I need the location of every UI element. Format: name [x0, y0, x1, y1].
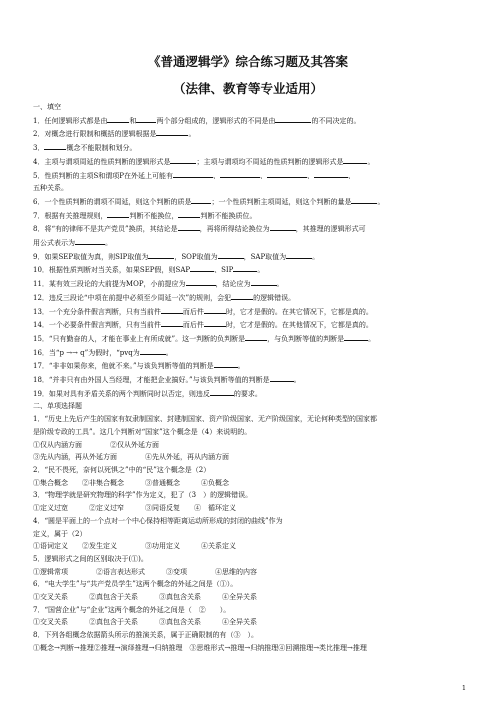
- line-text: 。: [188, 130, 196, 139]
- text-line: [33, 332, 469, 346]
- line-text: 的不同决定的。: [311, 116, 361, 125]
- line-text: 2．对概念进行限制和概括的逻辑根据是: [33, 130, 157, 139]
- text-line: [33, 578, 469, 591]
- answer-blank: [231, 291, 253, 300]
- text-line: [33, 528, 469, 541]
- answer-blank: [214, 359, 238, 368]
- line-text: 的逻辑错误。: [253, 293, 296, 302]
- text-line: [33, 101, 469, 114]
- line-text: 。: [165, 348, 173, 357]
- line-text: 8．下列各组概念依据箭头所示的推演关系，属于正确限制的有（③ ）。: [33, 631, 258, 640]
- text-line: [33, 236, 469, 250]
- line-text: 5．性质判断的主项S和谓项P在外延上可能有: [33, 171, 173, 180]
- line-text: 10．根据性质判断对当关系，如果SEP假，则SAP: [33, 266, 191, 275]
- document-title: 《普通逻辑学》综合练习题及其答案: [147, 54, 348, 69]
- answer-blank: [191, 195, 211, 204]
- line-text: ，SAP取值为: [243, 252, 287, 261]
- answer-blank: [161, 318, 183, 327]
- line-text: 而后件: [182, 307, 204, 316]
- text-line: [33, 426, 469, 439]
- text-line: [33, 616, 469, 629]
- answer-blank: [286, 250, 312, 259]
- line-text: 时，它才是假的。在其它情况下，它都是真的。: [225, 307, 373, 316]
- text-line: [33, 591, 469, 604]
- answer-blank: [251, 277, 277, 286]
- line-text: 15．“只有勤奋的人，才能在事业上有所成就”。这一判断的负判断是: [33, 334, 246, 343]
- line-text: 9．如果SEP取值为真，则SIP取值为: [33, 252, 149, 261]
- text-line: [33, 489, 469, 502]
- line-text: ①概念→判断→推理②推理→演绎推理→归纳推理 ③思维形式→推理→归纳推理④回溯推理→类比推理→推理: [33, 643, 367, 652]
- line-text: 1．任何逻辑形式都是由: [33, 116, 108, 125]
- line-text: 。: [105, 239, 112, 248]
- document-subtitle: （法律、教育等专业适用）: [172, 81, 323, 96]
- line-text: 3．“物理学就是研究物理的科学”作为定义，犯了（3 ）的逻辑错误。: [33, 491, 253, 500]
- line-text: ，结论应为: [215, 280, 251, 289]
- answer-blank: [314, 169, 348, 178]
- line-text: 、: [347, 171, 355, 180]
- line-text: 4．“圆是平面上的一个点对一个中心保持相等距离运动所形成的封闭的曲线”作为: [33, 516, 283, 525]
- line-text: 6．“电大学生”与“共产党员学生”这两个概念的外延之间是（①）。: [33, 580, 238, 589]
- text-line: [33, 553, 469, 566]
- exercise-content: [33, 101, 469, 655]
- text-line: [33, 169, 469, 183]
- line-text: 7．根据有关推理规则，: [33, 211, 108, 220]
- answer-blank: [275, 114, 311, 123]
- line-text: 17．“非非如果你来，他就不来。”与该负判断等值的判断是: [33, 362, 214, 371]
- text-line: [33, 263, 469, 277]
- text-line: [33, 540, 469, 553]
- text-line: [33, 400, 469, 413]
- line-text: ①交叉关系 ②真包含于关系 ③真包含关系 ④全异关系: [33, 593, 257, 602]
- answer-blank: [190, 263, 214, 272]
- page-number: 1: [461, 684, 466, 692]
- line-text: 6．一个性质判断的谓项不周延，则这个判断的质是: [33, 197, 192, 206]
- answer-blank: [218, 250, 244, 259]
- answer-blank: [210, 387, 234, 396]
- line-text: 二、单项选择题: [33, 402, 82, 411]
- line-text: 14．一个必要条件假言判断，只有当前件: [33, 321, 161, 330]
- line-text: 五种关系。: [33, 184, 68, 193]
- line-text: 。: [257, 266, 265, 275]
- line-text: 和: [129, 116, 137, 125]
- line-text: 定义，属于（2）: [33, 529, 87, 538]
- text-line: [33, 387, 469, 401]
- text-line: [33, 451, 469, 464]
- text-line: [33, 359, 469, 373]
- text-line: [33, 477, 469, 490]
- answer-blank: [220, 169, 260, 178]
- text-line: [33, 114, 469, 128]
- text-line: [33, 291, 469, 305]
- line-text: 3．: [33, 144, 45, 153]
- answer-blank: [161, 305, 183, 314]
- line-text: 两个部分组成的，逻辑形式的不同是由: [156, 116, 276, 125]
- line-text: 19．如果对具有矛盾关系的两个判断同时以否定，则违反: [33, 389, 210, 398]
- line-text: ①集合概念 ②非集合概念 ③普通概念 ④负概念: [33, 478, 229, 487]
- text-line: [33, 305, 469, 319]
- answer-blank: [173, 169, 213, 178]
- line-text: ，SOP取值为: [174, 252, 218, 261]
- answer-blank: [245, 332, 267, 341]
- line-text: 5．逻辑形式之间的区别取决于(①)。: [33, 554, 148, 563]
- line-text: 用公式表示为: [33, 239, 75, 248]
- line-text: 12．违反三段论“中项在前提中必须至少周延一次”的规则，会犯: [33, 293, 232, 302]
- text-line: [33, 629, 469, 642]
- text-line: [33, 318, 469, 332]
- line-text: 13．一个充分条件假言判断，只有当前件: [33, 307, 161, 316]
- line-text: 而后件: [182, 321, 204, 330]
- answer-blank: [344, 332, 368, 341]
- answer-blank: [267, 169, 307, 178]
- text-line: [33, 464, 469, 477]
- line-text: ①仅从内涵方面 ②仅从外延方面: [33, 440, 159, 449]
- line-text: 。: [377, 197, 385, 206]
- line-text: 时，它才是假的。在其他情况下，它都是真的。: [225, 321, 373, 330]
- line-text: 4．主项与谓项周延的性质判断的逻辑形式是: [33, 157, 171, 166]
- line-text: 一、填空: [33, 103, 61, 111]
- line-text: 1．“历史上先后产生的国家有奴隶制国家、封建制国家、资产阶级国家、无产阶级国家，无论何种类型的国家都: [33, 415, 378, 424]
- line-text: 2．“民不畏死，奈何以死惧之”中的“民”这个概念是（2）: [33, 465, 211, 474]
- line-text: ①逻辑常项 ②语言表达形式 ③变项 ④思维的内容: [33, 567, 257, 576]
- line-text: ；一个性质判断主项周延，则这个判断的量是: [211, 197, 352, 206]
- answer-blank: [140, 346, 166, 355]
- answer-blank: [343, 155, 367, 164]
- text-line: [33, 222, 469, 236]
- answer-blank: [351, 195, 377, 204]
- answer-blank: [178, 222, 200, 231]
- text-line: [33, 346, 469, 360]
- line-text: 的要求。: [233, 389, 262, 398]
- text-line: [33, 277, 469, 291]
- answer-blank: [107, 209, 129, 218]
- line-text: ，与负判断等值的判断是: [267, 334, 345, 343]
- line-text: 8．将“有的律师不是共产党员”换质，其结论是: [33, 225, 178, 234]
- line-text: ①语词定义 ②发生定义 ③功用定义 ④关系定义: [33, 542, 236, 551]
- answer-blank: [136, 114, 156, 123]
- line-text: 是阶级专政的工具”。这几个判断对“国家”这个概念是（4）来说明的。: [33, 427, 252, 436]
- text-line: [33, 439, 469, 452]
- answer-blank: [156, 127, 188, 136]
- answer-blank: [204, 318, 226, 327]
- text-line: [33, 250, 469, 264]
- line-text: ①交叉关系 ②真包含于关系 ③真包含关系 ④全异关系: [33, 618, 257, 627]
- answer-blank: [170, 155, 196, 164]
- answer-blank: [186, 277, 216, 286]
- text-line: [33, 209, 469, 223]
- text-line: [33, 373, 469, 387]
- answer-blank: [75, 236, 105, 245]
- text-line: [33, 502, 469, 515]
- answer-blank: [107, 114, 129, 123]
- line-text: 、: [259, 171, 267, 180]
- text-line: [33, 604, 469, 617]
- text-line: [33, 515, 469, 528]
- text-line: [33, 413, 469, 426]
- text-line: [33, 642, 469, 655]
- answer-blank: [44, 141, 66, 150]
- line-text: 。: [368, 334, 376, 343]
- line-text: 。: [237, 362, 245, 371]
- text-line: [33, 182, 469, 195]
- line-text: 。: [312, 252, 320, 261]
- line-text: 7．“国营企业”与“企业”这两个概念的外延之间是（ ② ）。: [33, 605, 231, 614]
- line-text: ①定义过宽 ②定义过窄 ③同语反复 ④ 循环定义: [33, 504, 236, 513]
- answer-blank: [233, 263, 257, 272]
- line-text: 、: [306, 171, 314, 180]
- text-line: [33, 127, 469, 141]
- line-text: 。: [293, 376, 301, 385]
- text-line: [33, 155, 469, 169]
- text-line: [33, 195, 469, 209]
- text-line: [33, 141, 469, 155]
- line-text: 判断不能换质位。: [200, 211, 257, 220]
- answer-blank: [270, 222, 296, 231]
- answer-blank: [204, 305, 226, 314]
- line-text: ，再将所得结论换位为: [199, 225, 270, 234]
- answer-blank: [148, 250, 174, 259]
- line-text: 11．某有效三段论的大前提为MOP，小前提应为: [33, 280, 186, 289]
- line-text: 、SIP: [214, 266, 234, 275]
- line-text: ；主项与谓项均不周延的性质判断的逻辑形式是: [196, 157, 344, 166]
- text-line: [33, 566, 469, 579]
- line-text: 、: [212, 171, 220, 180]
- line-text: ，其推理的逻辑形式可: [295, 225, 366, 234]
- line-text: 16．当“p →→ q”为假时，“pvq为: [33, 348, 140, 357]
- line-text: 判断不能换位，: [129, 211, 179, 220]
- line-text: 。: [276, 280, 284, 289]
- line-text: 18．“并非只有由外国人当经理，才能把企业搞好。”与该负判断等值的判断是: [33, 376, 270, 385]
- line-text: ③先从内涵，再从外延方面 ④先从外延，再从内涵方面: [33, 453, 229, 462]
- answer-blank: [270, 373, 294, 382]
- line-text: 概念不能限制和划分。: [66, 144, 137, 153]
- answer-blank: [178, 209, 200, 218]
- line-text: 。: [367, 157, 375, 166]
